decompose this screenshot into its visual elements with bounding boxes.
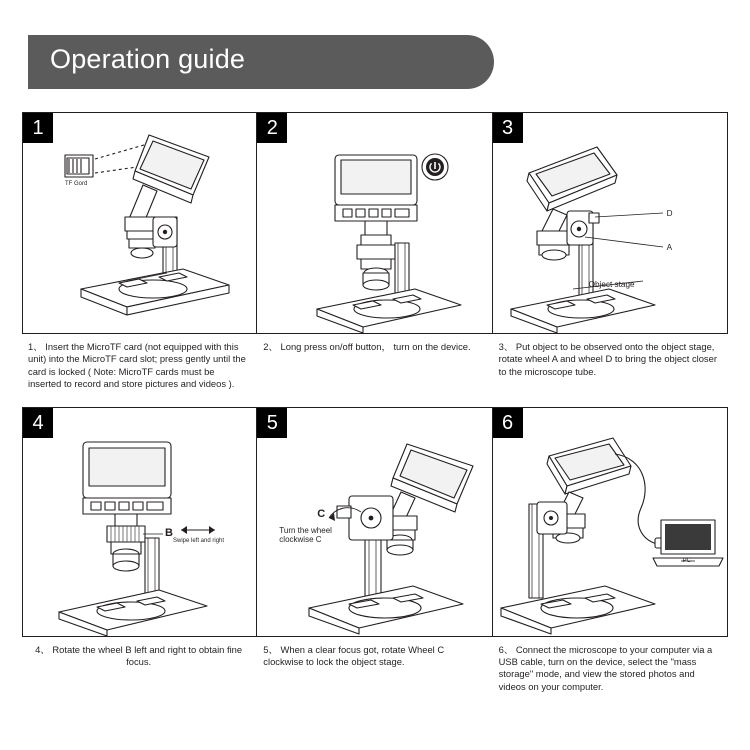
panel-1	[22, 112, 257, 391]
caption-2-text: Long press on/off button， turn on the device.	[280, 341, 471, 352]
caption-5: 5、 When a clear focus got, rotate Wheel C clockwise to lock the object stage.	[263, 643, 445, 668]
wheel-b-label: B	[165, 526, 173, 539]
wheel-a-label: A	[666, 243, 673, 252]
caption-1: 1、 Insert the MicroTF card (not equipped with this unit) into the MicroTF card slot; press gently until the card is locked ( Note: MicroTF cards must be inserted to record and store pictures and videos ).	[28, 341, 246, 390]
figure-3	[493, 112, 728, 334]
wheel-c-label: C	[317, 507, 326, 520]
figure-4-illustration	[23, 408, 256, 636]
pc-label: PC	[682, 557, 691, 564]
caption-4: 4、 Rotate the wheel B left and right to obtain fine focus.	[35, 643, 243, 668]
header-bar	[28, 35, 494, 89]
tf-card-label: TF Gord	[65, 181, 88, 187]
figure-6	[493, 407, 728, 637]
caption-5-number: 5	[263, 643, 269, 655]
figure-1-illustration	[23, 113, 256, 333]
caption-3-text: Put object to be observed onto the object stage, rotate wheel A and wheel D to bring the object closer to the microscope tube.	[498, 341, 717, 377]
caption-6: 6、 Connect the microscope to your computer via a USB cable, turn on the device, select the "mass storage" mode, and view the stored photos and videos on your computer.	[498, 643, 713, 692]
caption-2-number: 2	[263, 341, 269, 352]
caption-4-number: 4	[35, 643, 41, 655]
figure-1	[22, 112, 257, 334]
swipe-label: Swipe left and right	[173, 537, 225, 544]
figure-6-illustration	[493, 408, 727, 636]
panel-grid	[22, 112, 728, 693]
caption-6-number: 6	[498, 643, 504, 655]
panel-row-2	[22, 407, 728, 694]
step-number-3: 3	[493, 113, 523, 143]
caption-1-number: 1	[28, 341, 34, 352]
figure-2-illustration	[257, 113, 491, 333]
object-stage-label: Object stage	[588, 280, 635, 289]
caption-3: 3、 Put object to be observed onto the object stage, rotate wheel A and wheel D to bring the object closer to the microscope tube.	[498, 341, 717, 377]
step-number-4: 4	[23, 408, 53, 438]
page-title: Operation guide	[50, 44, 246, 74]
wheel-d-label: D	[666, 209, 673, 218]
caption-4-text: Rotate the wheel B left and right to obtain fine focus.	[52, 643, 243, 668]
step-number-1: 1	[23, 113, 53, 143]
figure-5	[257, 407, 492, 637]
figure-5-illustration	[257, 408, 491, 636]
step-number-2: 2	[257, 113, 287, 143]
caption-5-text: When a clear focus got, rotate Wheel C clockwise to lock the object stage.	[263, 643, 445, 668]
figure-3-illustration	[493, 113, 727, 333]
figure-4	[22, 407, 257, 637]
panel-4	[22, 407, 257, 694]
panel-2	[257, 112, 492, 391]
panel-3	[493, 112, 728, 391]
caption-3-number: 3	[498, 341, 504, 352]
panel-row-1	[22, 112, 728, 391]
turn-wheel-label: Turn the wheel clockwise C	[279, 525, 332, 545]
panel-6	[493, 407, 728, 694]
caption-6-text: Connect the microscope to your computer via a USB cable, turn on the device, select the "mass storage" mode, and view the stored photos and videos on your computer.	[498, 643, 713, 692]
figure-2	[257, 112, 492, 334]
caption-2: 2、 Long press on/off button， turn on the device.	[263, 341, 471, 352]
step-number-5: 5	[257, 408, 287, 438]
panel-5	[257, 407, 492, 694]
caption-1-text: Insert the MicroTF card (not equipped with this unit) into the MicroTF card slot; press gently until the card is locked ( Note: MicroTF cards must be inserted to record and store pictures and videos ).	[28, 341, 246, 390]
step-number-6: 6	[493, 408, 523, 438]
